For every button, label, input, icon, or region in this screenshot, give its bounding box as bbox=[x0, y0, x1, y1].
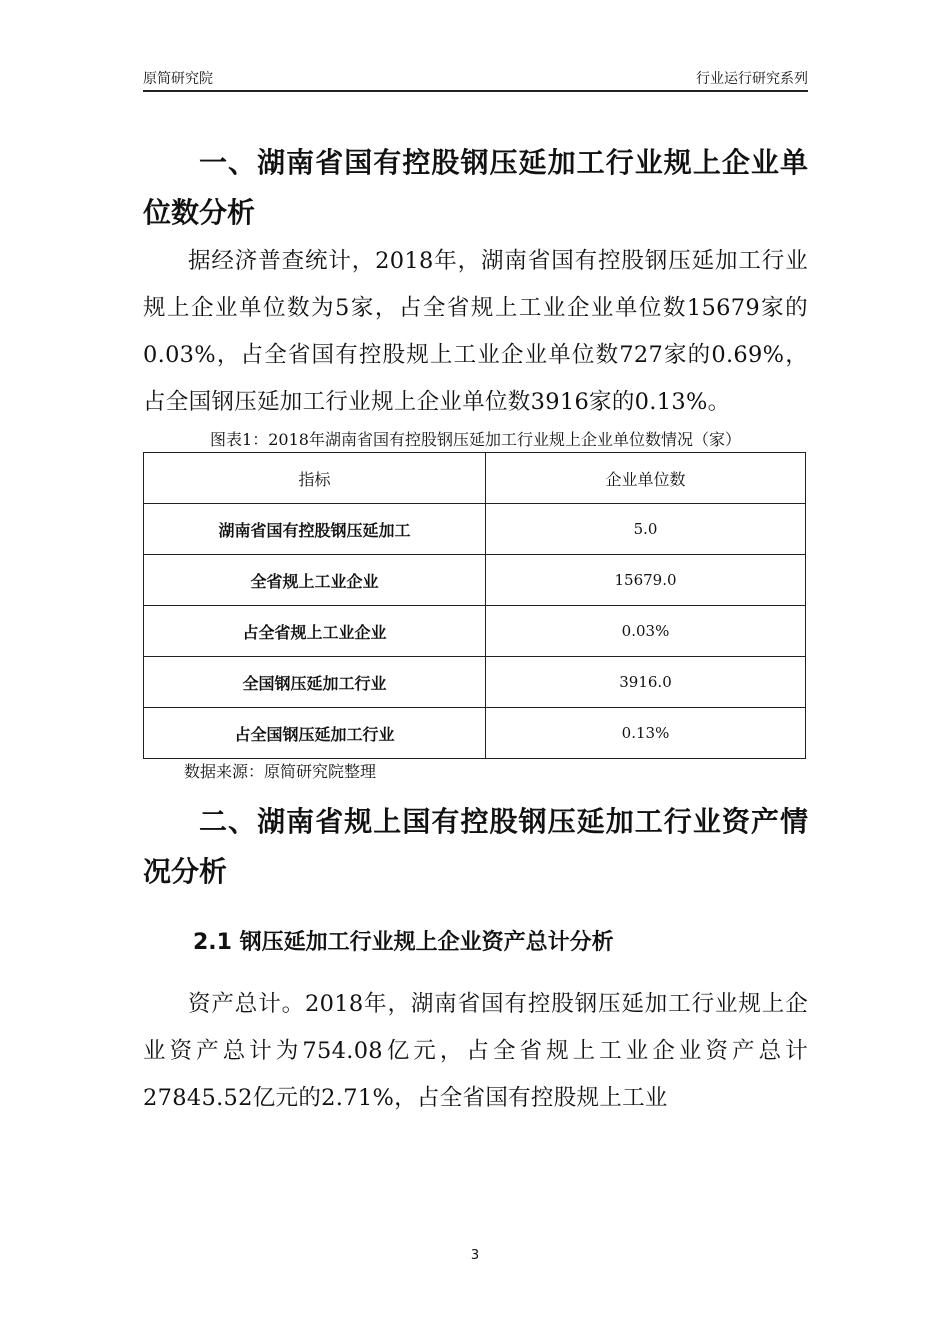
page-number: 3 bbox=[470, 1248, 480, 1263]
table-row bbox=[144, 555, 806, 606]
page-content bbox=[143, 138, 808, 1122]
section-2-paragraph: 资产总计。2018年，湖南省国有控股钢压延加工行业规上企业资产总计为754.08亿元，占全省规上工业企业资产总计27845.52亿元的2.71%，占全省国有控股规上工业 bbox=[143, 991, 808, 1111]
table-row-value: 15679.0 bbox=[486, 555, 806, 606]
data-table bbox=[143, 452, 806, 759]
table-row bbox=[144, 657, 806, 708]
table-header-row bbox=[144, 453, 806, 504]
section-1-paragraph: 据经济普查统计，2018年，湖南省国有控股钢压延加工行业规上企业单位数为5家，占全省规上工业企业单位数15679家的0.03%，占全省国有控股规上工业企业单位数727家的0.69%，占全国钢压延加工行业规上企业单位数3916家的0.13%。 bbox=[143, 248, 808, 415]
table-row-label: 占全省规上工业企业 bbox=[144, 606, 486, 657]
table-row-value: 5.0 bbox=[486, 504, 806, 555]
table-row bbox=[144, 708, 806, 759]
table-row-value: 3916.0 bbox=[486, 657, 806, 708]
section-2-1-title: 2.1 钢压延加工行业规上企业资产总计分析 bbox=[193, 930, 614, 955]
header-org-name: 原简研究院 bbox=[143, 71, 213, 87]
table-source-note: 数据来源：原简研究院整理 bbox=[184, 762, 377, 781]
table-row-value: 0.03% bbox=[486, 606, 806, 657]
table-header-indicator: 指标 bbox=[144, 453, 486, 504]
page-header bbox=[143, 64, 808, 92]
table-row-label: 湖南省国有控股钢压延加工 bbox=[144, 504, 486, 555]
header-series-name: 行业运行研究系列 bbox=[696, 71, 808, 87]
table-row-label: 全省规上工业企业 bbox=[144, 555, 486, 606]
table-row bbox=[144, 504, 806, 555]
table-row bbox=[144, 606, 806, 657]
section-1-title: 一、湖南省国有控股钢压延加工行业规上企业单位数分析 bbox=[143, 146, 808, 229]
section-2-title: 二、湖南省规上国有控股钢压延加工行业资产情况分析 bbox=[143, 805, 808, 888]
table-caption: 图表1：2018年湖南省国有控股钢压延加工行业规上企业单位数情况（家） bbox=[210, 430, 741, 449]
table-row-label: 全国钢压延加工行业 bbox=[144, 657, 486, 708]
table-row-value: 0.13% bbox=[486, 708, 806, 759]
table-header-count: 企业单位数 bbox=[486, 453, 806, 504]
table-row-label: 占全国钢压延加工行业 bbox=[144, 708, 486, 759]
